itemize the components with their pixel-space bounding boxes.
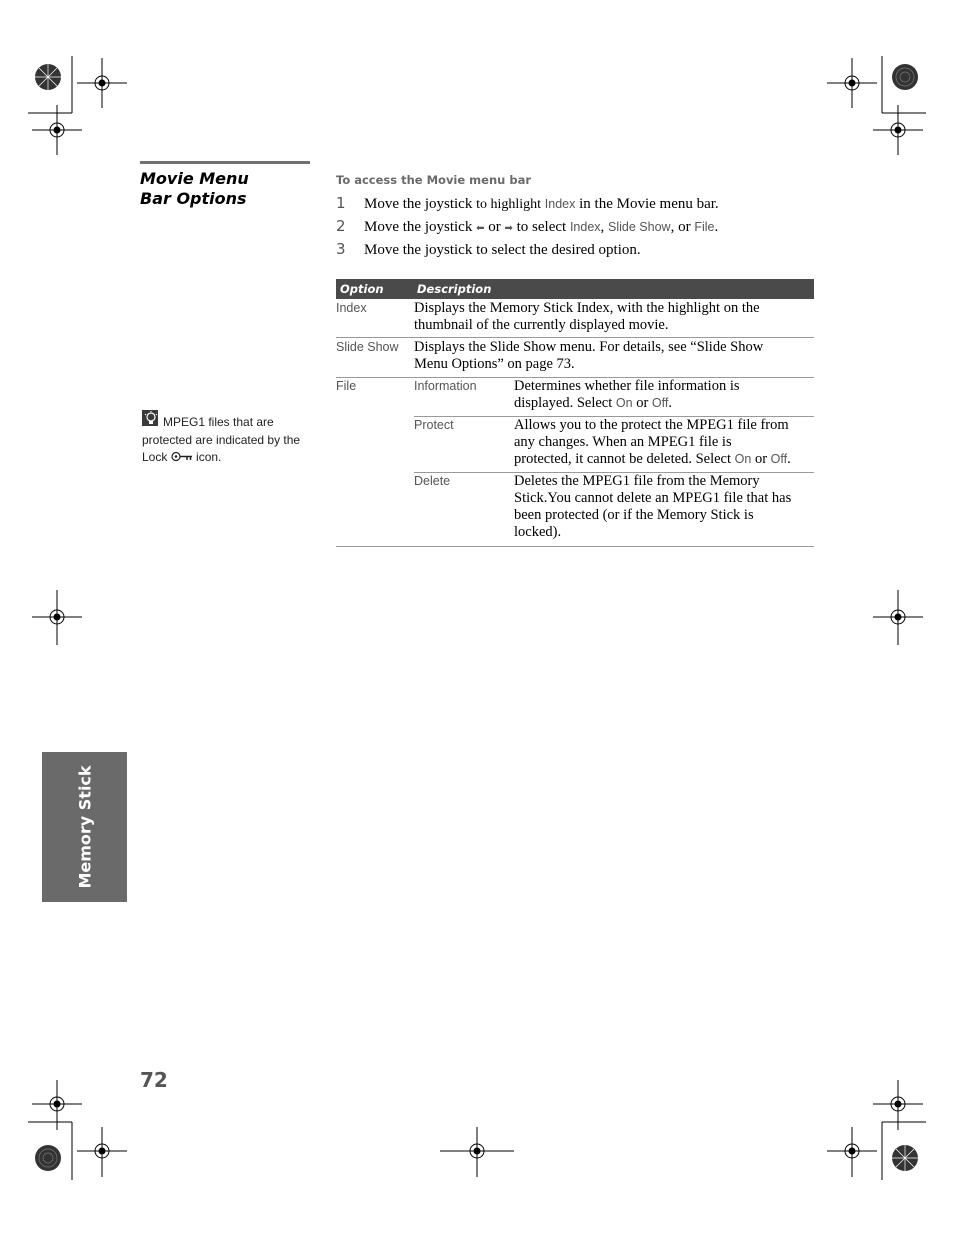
side-tab-label: Memory Stick [75,765,94,889]
table-row-divider [336,337,814,338]
table-header-bar [336,279,814,299]
table-header-option: Option [340,282,384,296]
tip-text: MPEG1 files that are protected are indicated by the Lock icon. [142,415,301,464]
crosshair-mark-ml [32,590,82,645]
crosshair-mark-bl2 [77,1127,127,1177]
arrow-left-icon: ⬅ [476,223,485,234]
step-text: Move the joystick ⬅ or ➡ to select Index, Slide Show, or File. [364,219,719,235]
step-text: Move the joystick to select the desired option. [364,242,641,258]
starburst-mark-br [892,1145,918,1171]
option-desc-slideshow: Displays the Slide Show menu. For details, see “Slide Show Menu Options” on page 73. [414,339,764,372]
table-header-description: Description [417,282,492,296]
table-bottom-rule [336,546,814,547]
section-title-line1: Movie Menu [140,169,249,188]
crosshair-mark-bl1 [32,1080,82,1130]
suboption-label-information: Information [414,379,477,393]
section-rule [140,161,310,164]
option-label-slideshow: Slide Show [336,340,399,354]
step-text: Move the joystick to highlight Index in the Movie menu bar. [364,196,719,212]
arrow-right-icon: ➡ [504,223,513,234]
option-label-file: File [336,379,357,393]
section-title [140,169,310,209]
page-number: 72 [140,1068,168,1092]
step-number: 2 [336,217,346,235]
suboption-desc-delete: Deletes the MPEG1 file from the Memory Stick.You cannot delete an MPEG1 file that has been protected (or if the Memory Stick is locked). [514,473,792,540]
suboption-desc-information: Determines whether file information is displayed. Select On or Off. [514,378,740,411]
step-number: 1 [336,194,346,212]
starburst-mark-tl [35,64,61,90]
crosshair-mark-tl1 [77,58,127,108]
option-desc-index: Displays the Memory Stick Index, with the highlight on the thumbnail of the currently displayed movie. [414,300,760,333]
suboption-label-delete: Delete [414,474,451,488]
crosshair-mark-tr2 [873,105,923,155]
starburst-mark-tr [892,64,918,90]
section-title-line2: Bar Options [140,189,247,208]
crosshair-mark-tr1 [827,58,877,108]
suboption-desc-protect: Allows you to the protect the MPEG1 file from any changes. When an MPEG1 file is protected, it cannot be deleted. Select On or Off. [514,417,791,467]
crosshair-mark-tl2 [32,105,82,155]
suboption-label-protect: Protect [414,418,454,432]
crosshair-mark-br1 [827,1127,877,1177]
access-heading: To access the Movie menu bar [336,173,532,187]
crosshair-mark-br2 [873,1080,923,1130]
option-label-index: Index [336,301,367,315]
lock-key-icon [171,451,193,462]
crosshair-mark-bc [440,1127,514,1177]
step-number: 3 [336,240,346,258]
side-tab [42,752,127,902]
crosshair-mark-mr [873,590,923,645]
starburst-mark-bl [35,1145,61,1171]
